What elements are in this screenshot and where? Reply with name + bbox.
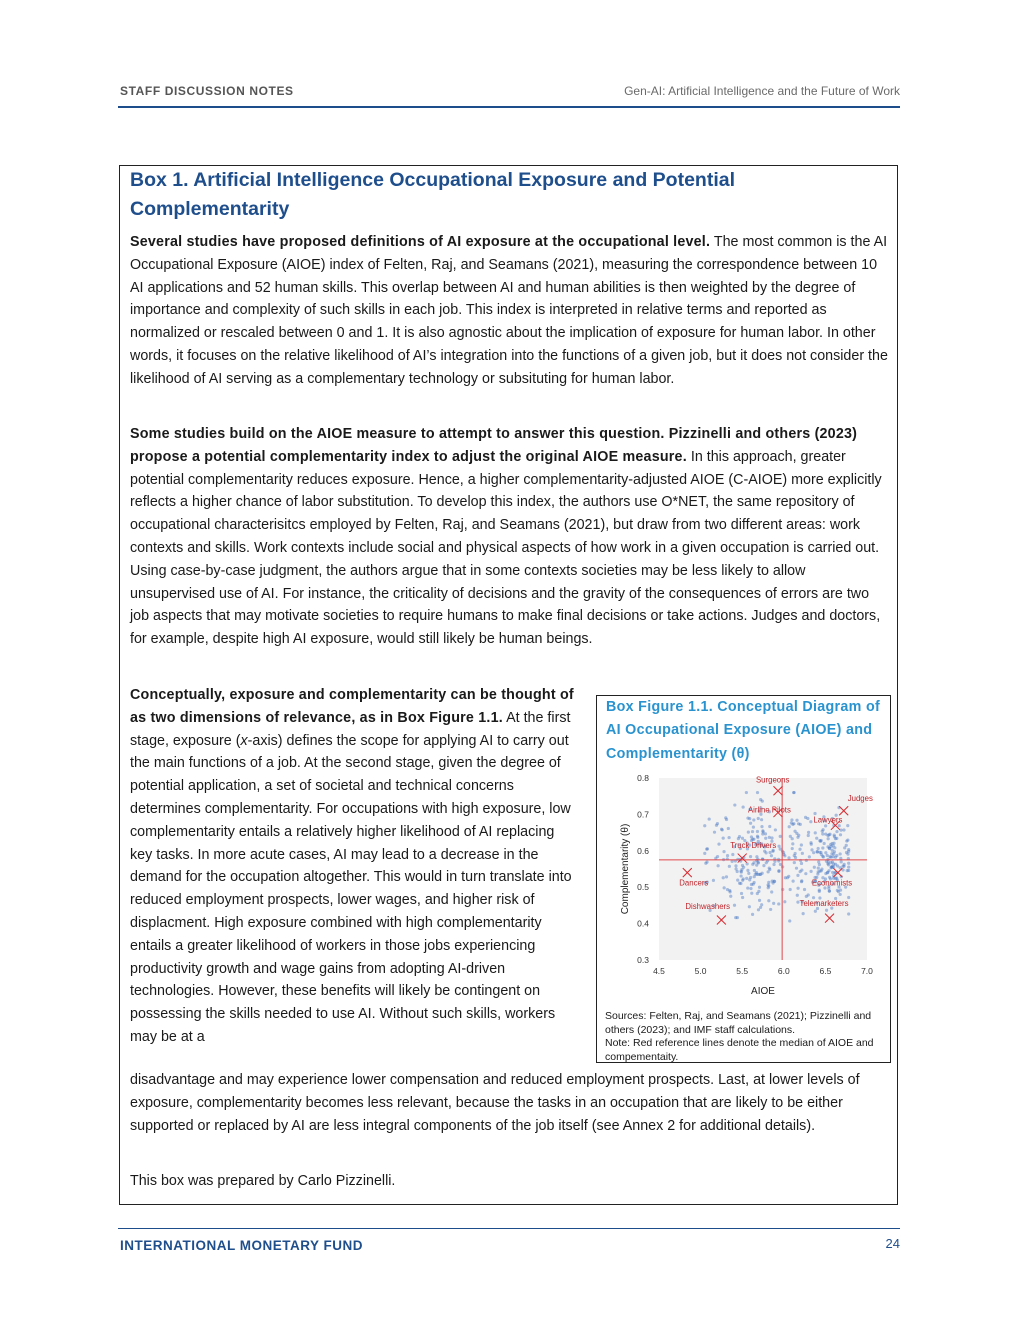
data-point bbox=[781, 865, 784, 868]
data-point bbox=[821, 832, 824, 835]
p1-body: The most common is the AI Occupational Exposure (AIOE) index of Felten, Raj, and Seamans (2021), measuring the correspondence between 10 AI applications and 52 human skills. This overlap between AI and human abilities is then weighted by the degree of importance and complexity of such skills in each job. This index is interpreted in relative terms and reported as normalized or rescaled between 0 and 1. It is also agnostic about the implication of exposure for human labor. In other words, it focuses on the relative likelihood of AI’s integration into the functions of a given job, but it does not consider the likelihood of AI serving as a complementary technology or subsituting for human labor. bbox=[130, 234, 888, 387]
data-point bbox=[725, 875, 728, 878]
data-point bbox=[799, 859, 802, 862]
running-header-left: STAFF DISCUSSION NOTES bbox=[120, 84, 294, 98]
data-point bbox=[814, 910, 817, 913]
data-point bbox=[723, 886, 726, 889]
data-point bbox=[839, 833, 842, 836]
data-point bbox=[808, 855, 811, 858]
data-point bbox=[705, 860, 708, 863]
data-point bbox=[739, 882, 742, 885]
data-point bbox=[742, 805, 745, 808]
data-point bbox=[768, 851, 771, 854]
data-point bbox=[818, 839, 821, 842]
data-point bbox=[731, 853, 734, 856]
data-point bbox=[783, 854, 786, 857]
data-point bbox=[824, 824, 827, 827]
data-point bbox=[727, 836, 730, 839]
data-point bbox=[761, 832, 764, 835]
data-point bbox=[741, 896, 744, 899]
data-point bbox=[793, 854, 796, 857]
data-point bbox=[809, 820, 812, 823]
data-point bbox=[846, 824, 849, 827]
data-point bbox=[789, 835, 792, 838]
x-tick-label: 5.0 bbox=[694, 966, 707, 976]
data-point bbox=[764, 837, 767, 840]
data-point bbox=[833, 833, 836, 836]
data-point bbox=[840, 860, 843, 863]
data-point bbox=[757, 817, 760, 820]
data-point bbox=[726, 854, 729, 857]
data-point bbox=[847, 865, 850, 868]
y-tick-label: 0.5 bbox=[637, 882, 649, 893]
data-point bbox=[831, 865, 834, 868]
data-point bbox=[796, 874, 799, 877]
data-point bbox=[830, 852, 833, 855]
data-point bbox=[777, 845, 780, 848]
x-tick-label: 7.0 bbox=[861, 966, 873, 976]
data-point bbox=[748, 878, 751, 881]
data-point bbox=[826, 854, 829, 857]
data-point bbox=[703, 852, 706, 855]
data-point bbox=[810, 848, 813, 851]
data-point bbox=[706, 847, 709, 850]
data-point bbox=[751, 830, 754, 833]
data-point bbox=[753, 881, 756, 884]
data-point bbox=[756, 830, 759, 833]
data-point bbox=[814, 831, 817, 834]
data-point bbox=[762, 864, 765, 867]
data-point bbox=[758, 899, 761, 902]
data-point bbox=[739, 874, 742, 877]
data-point bbox=[760, 818, 763, 821]
data-point bbox=[765, 861, 768, 864]
data-point bbox=[835, 854, 838, 857]
highlight-label: Surgeons bbox=[755, 775, 790, 785]
data-point bbox=[779, 848, 782, 851]
data-point bbox=[847, 862, 850, 865]
data-point bbox=[830, 842, 833, 845]
data-point bbox=[804, 872, 807, 875]
data-point bbox=[839, 893, 842, 896]
data-point bbox=[801, 852, 804, 855]
box-title: Box 1. Artificial Intelligence Occupational Exposure and Potential Complementarity bbox=[130, 169, 735, 220]
data-point bbox=[748, 817, 751, 820]
data-point bbox=[749, 855, 752, 858]
data-point bbox=[815, 837, 818, 840]
data-point bbox=[772, 863, 775, 866]
data-point bbox=[703, 824, 706, 827]
figure-notes bbox=[605, 1010, 887, 1064]
data-point bbox=[722, 876, 725, 879]
x-tick-label: 6.5 bbox=[819, 966, 832, 976]
data-point bbox=[728, 865, 731, 868]
data-point bbox=[759, 798, 762, 801]
data-point bbox=[717, 843, 720, 846]
data-point bbox=[790, 821, 793, 824]
figure-sources: Sources: Felten, Raj, and Seamans (2021); Pizzinelli and others (2023); and IMF staff calculations. bbox=[605, 1010, 872, 1036]
box-paragraph-1 bbox=[130, 231, 890, 391]
data-point bbox=[729, 895, 732, 898]
data-point bbox=[746, 886, 749, 889]
data-point bbox=[714, 857, 717, 860]
running-header-right: Gen-AI: Artificial Intelligence and the Future of Work bbox=[624, 84, 900, 98]
data-point bbox=[821, 846, 824, 849]
data-point bbox=[836, 889, 839, 892]
data-point bbox=[774, 828, 777, 831]
y-tick-label: 0.7 bbox=[637, 809, 649, 820]
x-tick-label: 6.0 bbox=[777, 966, 790, 976]
data-point bbox=[777, 858, 780, 861]
highlight-label: Telemarketers bbox=[799, 899, 849, 909]
data-point bbox=[746, 869, 749, 872]
data-point bbox=[795, 819, 798, 822]
data-point bbox=[713, 831, 716, 834]
footer-rule bbox=[118, 1228, 900, 1229]
data-point bbox=[750, 892, 753, 895]
data-point bbox=[740, 892, 743, 895]
data-point bbox=[809, 841, 812, 844]
data-point bbox=[792, 791, 795, 794]
data-point bbox=[770, 836, 773, 839]
data-point bbox=[803, 888, 806, 891]
data-point bbox=[796, 836, 799, 839]
data-point bbox=[767, 870, 770, 873]
highlight-label: Economists bbox=[811, 878, 853, 888]
highlight-label: Truck Drivers bbox=[730, 841, 777, 851]
data-point bbox=[810, 870, 813, 873]
data-point bbox=[796, 894, 799, 897]
data-point bbox=[712, 879, 715, 882]
data-point bbox=[821, 830, 824, 833]
data-point bbox=[846, 853, 849, 856]
data-point bbox=[747, 872, 750, 875]
data-point bbox=[758, 886, 761, 889]
data-point bbox=[800, 843, 803, 846]
data-point bbox=[722, 850, 725, 853]
data-point bbox=[807, 831, 810, 834]
data-point bbox=[792, 879, 795, 882]
data-point bbox=[798, 848, 801, 851]
data-point bbox=[767, 881, 770, 884]
data-point bbox=[767, 886, 770, 889]
data-point bbox=[828, 890, 831, 893]
y-axis-label: Complementarity (θ) bbox=[620, 823, 631, 915]
data-point bbox=[847, 912, 850, 915]
data-point bbox=[777, 869, 780, 872]
data-point bbox=[728, 890, 731, 893]
data-point bbox=[715, 824, 718, 827]
header-rule bbox=[118, 106, 900, 108]
data-point bbox=[846, 869, 849, 872]
data-point bbox=[768, 825, 771, 828]
data-point bbox=[833, 846, 836, 849]
figure-note: Note: Red reference lines denote the median of AIOE and compementaity. bbox=[605, 1037, 874, 1063]
data-point bbox=[768, 836, 771, 839]
box-figure-1-1 bbox=[596, 695, 891, 1063]
p1-lead: Several studies have proposed definitions of AI exposure at the occupational level. bbox=[130, 234, 711, 250]
data-point bbox=[802, 912, 805, 915]
data-point bbox=[818, 889, 821, 892]
data-point bbox=[790, 818, 793, 821]
data-point bbox=[787, 875, 790, 878]
box-paragraph-3-continued: disadvantage and may experience lower compensation and reduced employment prospects. Last, at lower levels of exposure, complementarity becomes less relevant, because the tasks in an occupation that are likely to be either supported or replaced by AI are less integral components of the job itself (see Annex 2 for additional details). bbox=[130, 1072, 860, 1134]
data-point bbox=[842, 828, 845, 831]
y-tick-label: 0.4 bbox=[637, 918, 649, 929]
data-point bbox=[846, 838, 849, 841]
data-point bbox=[741, 837, 744, 840]
data-point bbox=[842, 865, 845, 868]
data-point bbox=[817, 847, 820, 850]
data-point bbox=[831, 860, 834, 863]
data-point bbox=[788, 919, 791, 922]
figure-title: Box Figure 1.1. Conceptual Diagram of AI Occupational Exposure (AIOE) and Complementarity (θ) bbox=[606, 699, 881, 762]
data-point bbox=[733, 803, 736, 806]
p2-lead: Some studies build on the AIOE measure to attempt to answer this question. Pizzinelli and others (2023) propose a potential complementarity index to adjust the original AIOE measure. bbox=[130, 426, 858, 465]
data-point bbox=[757, 890, 760, 893]
p3-lead: Conceptually, exposure and complementarity can be thought of as two dimensions of relevance, as in Box Figure 1.1. bbox=[130, 687, 574, 726]
data-point bbox=[797, 822, 800, 825]
data-point bbox=[757, 908, 760, 911]
box-attribution: This box was prepared by Carlo Pizzinelli. bbox=[130, 1173, 396, 1189]
data-point bbox=[756, 791, 759, 794]
highlight-label: Dancers bbox=[679, 878, 709, 888]
data-point bbox=[789, 888, 792, 891]
data-point bbox=[800, 880, 803, 883]
box-1 bbox=[119, 165, 898, 1205]
p2-body: In this approach, greater potential complementarity reduces exposure. Hence, a higher complementarity-adjusted AIOE (C-AIOE) more explicitly reflects a higher chance of labor substitution. To develop this index, the authors use O*NET, the same repository of occupational characterisitcs employed by Felten, Raj, and Seamans (2021), but draw from two different areas: work contexts and skills. Work contexts include social and physical aspects of how work in a given occupation is carried out. Using case-by-case judgment, the authors argue that in some contexts societies may be less likely to allow unsupervised use of AI. For instance, the criticality of decisions and the gravity of the consequences of errors are two job aspects that may motivate societies to require humans to make final decisions or take actions. Judges and doctors, for example, despite high AI exposure, would still likely be human beings. bbox=[130, 448, 882, 648]
data-point bbox=[783, 900, 786, 903]
data-point bbox=[796, 887, 799, 890]
box-paragraph-3: Conceptually, exposure and complementarity can be thought of as two dimensions of relevance, as in Box Figure 1.1. At the first stage, exposure (x-axis) defines the scope for applying AI to carry out the main functions of a job. At the second stage, given the degree of potential application, a set of societal and technical concerns determines complementarity. For occupations with high exposure, low complementarity entails a relatively higher likelihood of AI replacing key tasks. In more acute cases, AI may lead to a decrease in the demand for the occupation altogether. This would in turn translate into reduced employment prospects, lower wages, and higher risk of displacment. High exposure combined with high complementarity entails a greater likelihood of workers in those jobs experiencing productivity growth and wage gains from adopting AI-driven technologies. However, these benefits will likely be contingent on possessing the skills needed to use AI. Without such skills, workers may be at a bbox=[130, 687, 574, 1045]
data-point bbox=[791, 842, 794, 845]
data-point bbox=[788, 825, 791, 828]
data-point bbox=[847, 848, 850, 851]
data-point bbox=[800, 862, 803, 865]
data-point bbox=[770, 890, 773, 893]
y-tick-label: 0.8 bbox=[637, 773, 649, 783]
data-point bbox=[738, 835, 741, 838]
data-point bbox=[768, 867, 771, 870]
data-point bbox=[791, 847, 794, 850]
data-point bbox=[745, 877, 748, 880]
data-point bbox=[717, 864, 720, 867]
y-tick-label: 0.6 bbox=[637, 845, 649, 856]
data-point bbox=[736, 879, 739, 882]
data-point bbox=[721, 828, 724, 831]
data-point bbox=[817, 870, 820, 873]
data-point bbox=[769, 908, 772, 911]
data-point bbox=[746, 862, 749, 865]
x-axis-label: AIOE bbox=[751, 986, 775, 997]
data-point bbox=[817, 867, 820, 870]
data-point bbox=[772, 902, 775, 905]
data-point bbox=[751, 863, 754, 866]
data-point bbox=[831, 849, 834, 852]
data-point bbox=[751, 913, 754, 916]
y-tick-label: 0.3 bbox=[637, 955, 649, 965]
data-point bbox=[839, 852, 842, 855]
data-point bbox=[757, 873, 760, 876]
data-point bbox=[823, 842, 826, 845]
data-point bbox=[753, 875, 756, 878]
data-point bbox=[748, 905, 751, 908]
data-point bbox=[760, 825, 763, 828]
data-point bbox=[773, 880, 776, 883]
data-point bbox=[817, 860, 820, 863]
data-point bbox=[777, 902, 780, 905]
data-point bbox=[795, 832, 798, 835]
data-point bbox=[752, 825, 755, 828]
data-point bbox=[740, 870, 743, 873]
data-point bbox=[812, 851, 815, 854]
highlight-label: Judges bbox=[847, 793, 873, 803]
box-paragraph-2 bbox=[130, 423, 890, 651]
data-point bbox=[761, 829, 764, 832]
data-point bbox=[741, 864, 744, 867]
data-point bbox=[756, 836, 759, 839]
x-tick-label: 5.5 bbox=[736, 966, 749, 976]
data-point bbox=[779, 863, 782, 866]
data-point bbox=[827, 837, 830, 840]
data-point bbox=[820, 869, 823, 872]
data-point bbox=[845, 844, 848, 847]
data-point bbox=[750, 883, 753, 886]
scatter-chart bbox=[597, 766, 890, 1006]
data-point bbox=[839, 828, 842, 831]
data-point bbox=[828, 847, 831, 850]
data-point bbox=[825, 909, 828, 912]
data-point bbox=[727, 827, 730, 830]
data-point bbox=[824, 832, 827, 835]
data-point bbox=[749, 822, 752, 825]
data-point bbox=[724, 816, 727, 819]
data-point bbox=[807, 834, 810, 837]
x-tick-label: 4.5 bbox=[653, 966, 665, 976]
data-point bbox=[834, 837, 837, 840]
data-point bbox=[747, 831, 750, 834]
data-point bbox=[767, 899, 770, 902]
data-point bbox=[734, 867, 737, 870]
data-point bbox=[824, 851, 827, 854]
data-point bbox=[820, 853, 823, 856]
data-point bbox=[835, 830, 838, 833]
data-point bbox=[781, 888, 784, 891]
data-point bbox=[793, 861, 796, 864]
data-point bbox=[733, 904, 736, 907]
data-point bbox=[827, 861, 830, 864]
data-point bbox=[755, 864, 758, 867]
data-point bbox=[839, 888, 842, 891]
highlight-label: Dishwashers bbox=[685, 901, 731, 911]
data-point bbox=[722, 837, 725, 840]
data-point bbox=[787, 856, 790, 859]
data-point bbox=[760, 903, 763, 906]
page-number: 24 bbox=[885, 1236, 900, 1251]
data-point bbox=[741, 879, 744, 882]
data-point bbox=[826, 871, 829, 874]
data-point bbox=[813, 866, 816, 869]
data-point bbox=[734, 864, 737, 867]
data-point bbox=[752, 818, 755, 821]
data-point bbox=[804, 816, 807, 819]
data-point bbox=[708, 817, 711, 820]
data-point bbox=[736, 916, 739, 919]
footer-publisher: INTERNATIONAL MONETARY FUND bbox=[120, 1238, 363, 1253]
data-point bbox=[836, 864, 839, 867]
data-point bbox=[753, 869, 756, 872]
data-point bbox=[829, 856, 832, 859]
data-point bbox=[779, 835, 782, 838]
highlight-label: Airline Pilots bbox=[747, 805, 791, 815]
data-point bbox=[799, 870, 802, 873]
data-point bbox=[805, 895, 808, 898]
data-point bbox=[816, 850, 819, 853]
data-point bbox=[745, 791, 748, 794]
data-point bbox=[795, 867, 798, 870]
data-point bbox=[749, 887, 752, 890]
data-point bbox=[770, 854, 773, 857]
highlight-label: Lawyers bbox=[813, 815, 843, 825]
data-point bbox=[838, 824, 841, 827]
